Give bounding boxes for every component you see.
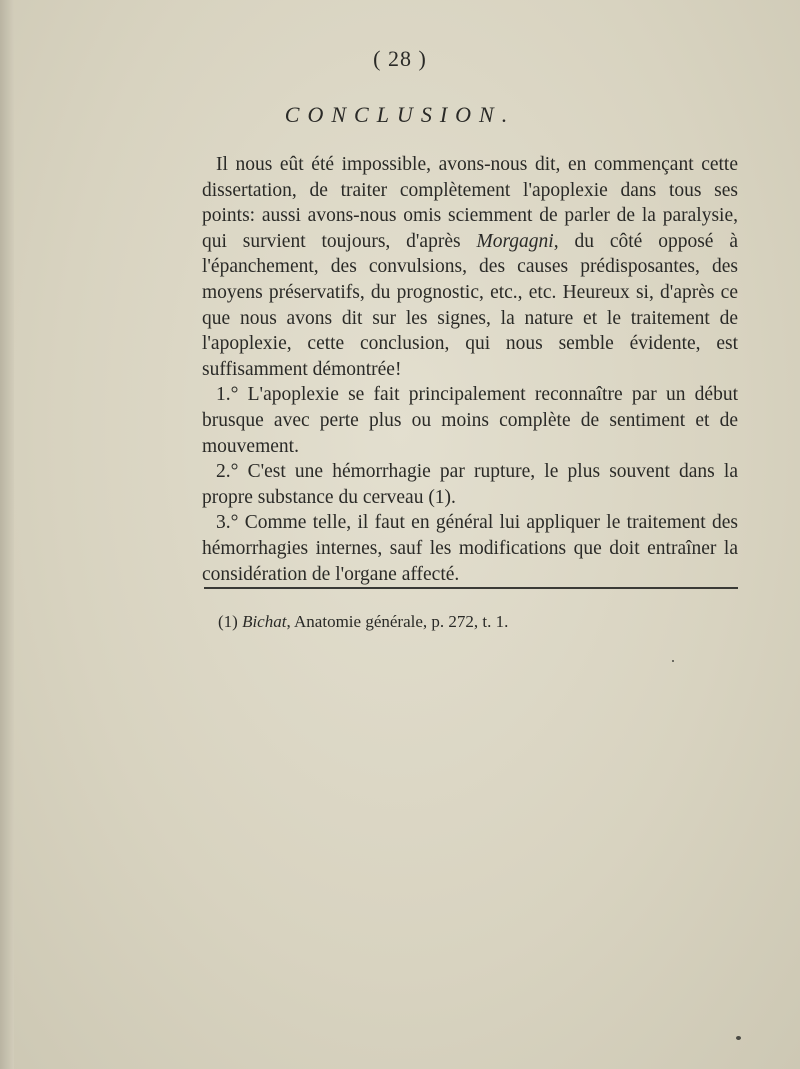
intro-text-b: , du côté opposé à l'épanchement, des convulsions, des causes prédisposantes, des moyens préservatifs, du prognostic, etc., etc. Heureux si, d'après ce que nous avons dit sur les signes, la nature et le traitement de l'apoplexie, cette conclusion, qui nous semble évidente, est suffisamment démontrée!: [202, 230, 738, 380]
intro-text-a: Il nous eût été impossible, avons-nous dit, en commençant cette dissertation, de traiter complètement l'apoplexie dans tous ses points: aussi avons-nous omis sciemment de parler de la paralysie, qui survient toujours, d'après: [202, 154, 738, 252]
paper-speck: [736, 1036, 741, 1040]
footnote-text: , Anatomie générale, p. 272, t. 1.: [286, 612, 509, 631]
footnote-marker: (1): [218, 612, 238, 631]
footnote: [218, 612, 738, 632]
point-3: 3.° Comme telle, il faut en général lui appliquer le traitement des hémorrhagies internes, sauf les modifications que doit entraîner la considération de l'organe affecté.: [202, 512, 738, 585]
footnote-rule: [204, 587, 738, 589]
point-2: 2.° C'est une hémorrhagie par rupture, le plus souvent dans la propre substance du cerveau (1).: [202, 461, 738, 508]
paper-speck: [672, 660, 674, 662]
intro-paragraph: [202, 152, 738, 382]
page-edge-shadow: [0, 0, 14, 1069]
cited-name-morgagni: Morgagni: [476, 230, 554, 252]
body-text: [202, 152, 738, 587]
section-title: CONCLUSION.: [284, 102, 516, 127]
footnote-author: Bichat: [242, 612, 287, 631]
point-1: 1.° L'apoplexie se fait principalement reconnaître par un début brusque avec perte plus ou moins complète de sentiment et de mouvement.: [202, 384, 738, 457]
page-number: ( 28 ): [373, 46, 427, 71]
